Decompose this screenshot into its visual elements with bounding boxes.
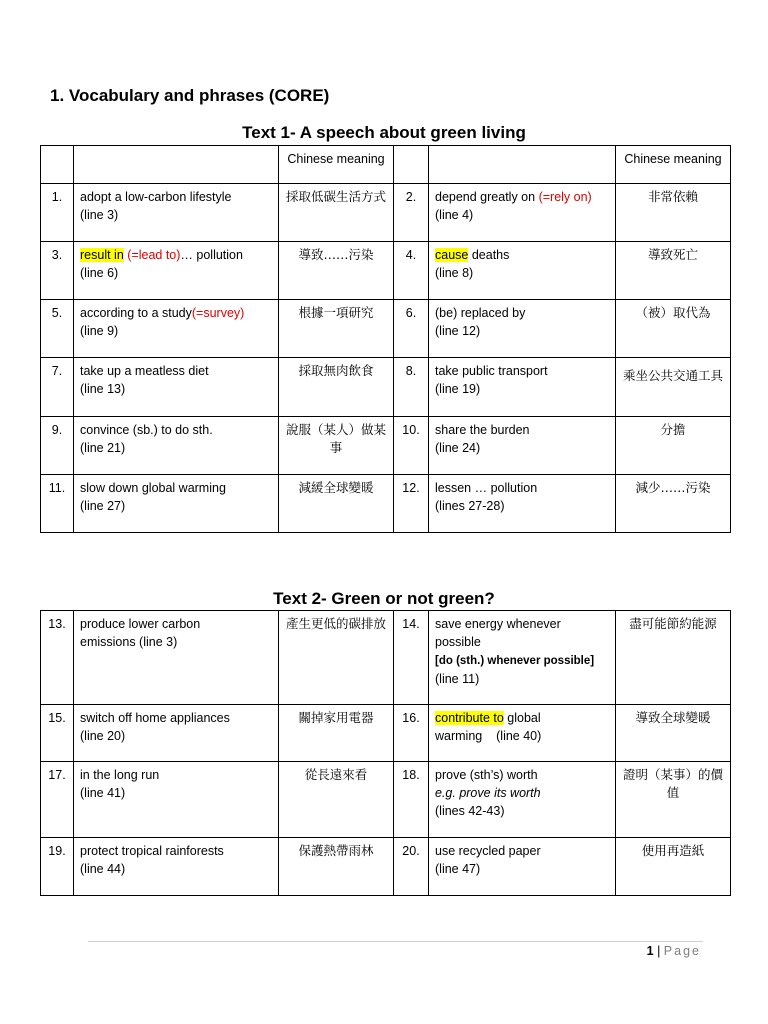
line-ref: (line 44) <box>80 862 126 876</box>
chinese-meaning: 導致死亡 <box>616 242 731 300</box>
line-ref: warming (line 40) <box>435 729 542 743</box>
line-ref: (line 3) <box>80 208 119 222</box>
table-row <box>41 358 731 417</box>
line-ref: (line 4) <box>435 208 474 222</box>
english-term <box>74 838 279 896</box>
highlighted-term: result in <box>80 248 124 262</box>
item-number: 7. <box>41 358 74 417</box>
chinese-meaning: 採取低碳生活方式 <box>279 184 394 242</box>
chinese-meaning: 關掉家用電器 <box>279 705 394 762</box>
item-number: 11. <box>41 475 74 533</box>
chinese-meaning: 根據一項研究 <box>279 300 394 358</box>
chinese-meaning-header: Chinese meaning <box>279 146 394 184</box>
term-text: in the long run <box>80 768 160 782</box>
chinese-meaning: 乘坐公共交通工具 <box>616 358 731 417</box>
item-number: 15. <box>41 705 74 762</box>
term-text: take up a meatless diet <box>80 364 209 378</box>
chinese-meaning-header: Chinese meaning <box>616 146 731 184</box>
item-number: 10. <box>394 417 429 475</box>
item-number: 2. <box>394 184 429 242</box>
english-term <box>429 611 616 705</box>
line-ref: (line 27) <box>80 499 126 513</box>
line-ref: (line 19) <box>435 382 481 396</box>
english-term <box>74 417 279 475</box>
item-number: 20. <box>394 838 429 896</box>
chinese-meaning: 導致……污染 <box>279 242 394 300</box>
table-row <box>41 300 731 358</box>
chinese-meaning: 從長遠來看 <box>279 762 394 838</box>
chinese-meaning: 保護熱帶雨林 <box>279 838 394 896</box>
english-term <box>429 762 616 838</box>
english-term <box>74 475 279 533</box>
section-heading: 1. Vocabulary and phrases (CORE) <box>50 86 330 105</box>
item-number: 18. <box>394 762 429 838</box>
page-label: Page <box>663 944 701 958</box>
term-text: save energy whenever <box>435 617 561 631</box>
example: e.g. prove its worth <box>435 786 541 800</box>
english-term <box>429 417 616 475</box>
term-text: take public transport <box>435 364 548 378</box>
english-term <box>74 611 279 705</box>
term-text: emissions (line 3) <box>80 635 178 649</box>
usage-pattern: [do (sth.) whenever possible] <box>435 655 595 667</box>
chinese-meaning: 減緩全球變暖 <box>279 475 394 533</box>
text1-table <box>40 145 731 533</box>
term-text: depend greatly on <box>435 190 539 204</box>
chinese-meaning: 分擔 <box>616 417 731 475</box>
highlighted-term: contribute to <box>435 711 504 725</box>
synonym-note: (=lead to) <box>123 248 181 262</box>
highlighted-term: cause <box>435 248 469 262</box>
chinese-meaning: 非常依賴 <box>616 184 731 242</box>
english-term <box>74 358 279 417</box>
term-text: deaths <box>468 248 510 262</box>
term-text: adopt a low-carbon lifestyle <box>80 190 232 204</box>
english-term <box>429 838 616 896</box>
term-text: according to a study <box>80 306 192 320</box>
line-ref: (line 24) <box>435 441 481 455</box>
english-term <box>429 475 616 533</box>
chinese-meaning: 說服（某人）做某事 <box>279 417 394 475</box>
text1-title: Text 1- A speech about green living <box>242 123 526 142</box>
item-number: 12. <box>394 475 429 533</box>
chinese-meaning: 證明（某事）的價值 <box>616 762 731 838</box>
english-term <box>429 358 616 417</box>
term-text: global <box>503 711 541 725</box>
chinese-meaning: 減少……污染 <box>616 475 731 533</box>
line-ref: (line 11) <box>435 672 480 686</box>
item-number: 1. <box>41 184 74 242</box>
page-footer <box>647 944 701 958</box>
term-text: possible <box>435 635 481 649</box>
term-text: protect tropical rainforests <box>80 844 224 858</box>
chinese-meaning: 盡可能節約能源 <box>616 611 731 705</box>
item-number: 8. <box>394 358 429 417</box>
term-text: … pollution <box>180 248 243 262</box>
line-ref: (line 41) <box>80 786 126 800</box>
item-number: 3. <box>41 242 74 300</box>
english-term <box>429 242 616 300</box>
english-term <box>429 184 616 242</box>
term-text: slow down global warming <box>80 481 226 495</box>
footer-divider <box>88 941 703 942</box>
synonym-note: (=rely on) <box>538 190 592 204</box>
line-ref: (line 12) <box>435 324 481 338</box>
term-text: prove (sth’s) worth <box>435 768 538 782</box>
line-ref: (line 6) <box>80 266 119 280</box>
english-term <box>429 705 616 762</box>
term-text: use recycled paper <box>435 844 541 858</box>
table-row <box>41 184 731 242</box>
item-number: 16. <box>394 705 429 762</box>
chinese-meaning: 使用再造紙 <box>616 838 731 896</box>
table-row <box>41 611 731 705</box>
term-text: (be) replaced by <box>435 306 526 320</box>
table-row <box>41 417 731 475</box>
line-ref: (line 13) <box>80 382 126 396</box>
english-term <box>74 762 279 838</box>
chinese-meaning: 導致全球變暖 <box>616 705 731 762</box>
item-number: 17. <box>41 762 74 838</box>
item-number: 13. <box>41 611 74 705</box>
chinese-meaning: （被）取代為 <box>616 300 731 358</box>
item-number: 6. <box>394 300 429 358</box>
chinese-meaning: 採取無肉飲食 <box>279 358 394 417</box>
table-row <box>41 242 731 300</box>
item-number: 9. <box>41 417 74 475</box>
item-number: 14. <box>394 611 429 705</box>
item-number: 5. <box>41 300 74 358</box>
table-row <box>41 762 731 838</box>
line-ref: (lines 27-28) <box>435 499 505 513</box>
line-ref: (line 47) <box>435 862 481 876</box>
table-row <box>41 838 731 896</box>
line-ref: (line 21) <box>80 441 126 455</box>
english-term <box>74 242 279 300</box>
chinese-meaning: 產生更低的碳排放 <box>279 611 394 705</box>
line-ref: (line 9) <box>80 324 119 338</box>
text2-table <box>40 610 731 896</box>
item-number: 19. <box>41 838 74 896</box>
term-text: lessen … pollution <box>435 481 538 495</box>
english-term <box>74 300 279 358</box>
english-term <box>429 300 616 358</box>
synonym-note: (=survey) <box>191 306 245 320</box>
term-text: produce lower carbon <box>80 617 201 631</box>
line-ref: (lines 42-43) <box>435 804 505 818</box>
line-ref: (line 20) <box>80 729 126 743</box>
english-term <box>74 705 279 762</box>
table-row <box>41 705 731 762</box>
table-header-row <box>41 146 731 184</box>
footer-separator: | <box>653 944 664 958</box>
item-number: 4. <box>394 242 429 300</box>
term-text: share the burden <box>435 423 530 437</box>
term-text: switch off home appliances <box>80 711 230 725</box>
text2-title: Text 2- Green or not green? <box>273 589 495 608</box>
page-number: 1 <box>646 944 654 958</box>
english-term <box>74 184 279 242</box>
table-row <box>41 475 731 533</box>
line-ref: (line 8) <box>435 266 474 280</box>
term-text: convince (sb.) to do sth. <box>80 423 213 437</box>
